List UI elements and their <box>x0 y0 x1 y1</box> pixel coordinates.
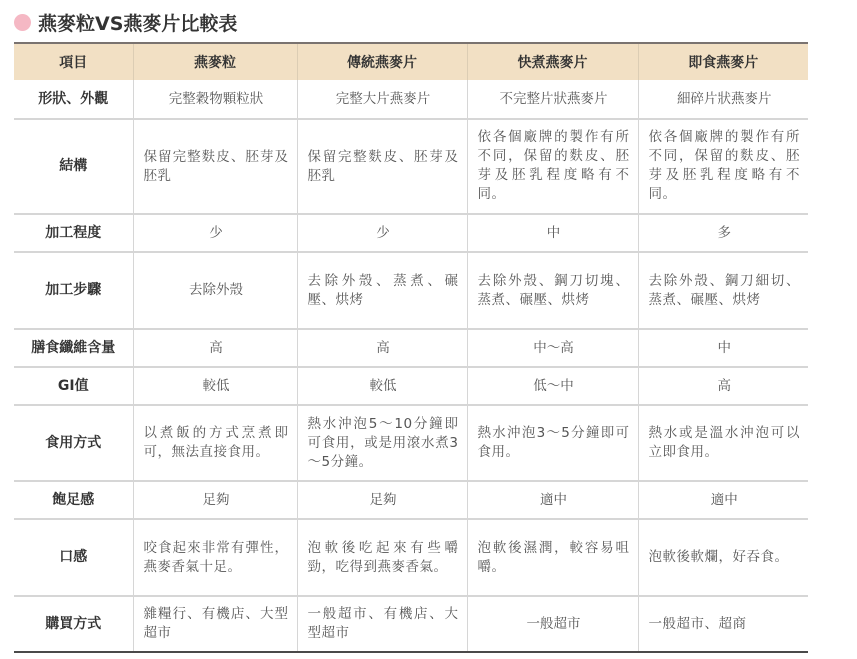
table-cell: 一般超市、有機店、大型超市 <box>297 596 467 652</box>
table-cell: 足夠 <box>133 481 297 519</box>
header-row <box>14 43 808 80</box>
table-cell: 依各個廠牌的製作有所不同，保留的麩皮、胚芽及胚乳程度略有不同。 <box>638 119 808 214</box>
table-cell: 熱水或是溫水沖泡可以立即食用。 <box>638 405 808 481</box>
header-oat-groats: 燕麥粒 <box>133 43 297 80</box>
row-label: 結構 <box>14 119 133 214</box>
table-cell: 較低 <box>297 367 467 405</box>
table-cell: 較低 <box>133 367 297 405</box>
table-cell: 以煮飯的方式烹煮即可，無法直接食用。 <box>133 405 297 481</box>
table-cell: 高 <box>297 329 467 367</box>
table-cell: 保留完整麩皮、胚芽及胚乳 <box>133 119 297 214</box>
table-row-texture <box>14 519 808 596</box>
table-row-satiety <box>14 481 808 519</box>
table-row-where-to-buy <box>14 596 808 652</box>
table-cell: 足夠 <box>297 481 467 519</box>
row-label: 加工步驟 <box>14 252 133 329</box>
table-cell: 多 <box>638 214 808 252</box>
table-cell: 少 <box>297 214 467 252</box>
row-label: 膳食纖維含量 <box>14 329 133 367</box>
table-cell: 高 <box>133 329 297 367</box>
table-cell: 一般超市 <box>467 596 638 652</box>
table-cell: 去除外殼、蒸煮、碾壓、烘烤 <box>297 252 467 329</box>
row-label: 購買方式 <box>14 596 133 652</box>
table-cell: 細碎片狀燕麥片 <box>638 80 808 119</box>
table-cell: 中～高 <box>467 329 638 367</box>
table-cell: 少 <box>133 214 297 252</box>
table-row-processing-level <box>14 214 808 252</box>
table-row-how-to-eat <box>14 405 808 481</box>
table-cell: 雜糧行、有機店、大型超市 <box>133 596 297 652</box>
table-cell: 咬食起來非常有彈性，燕麥香氣十足。 <box>133 519 297 596</box>
header-rolled-oats: 傳統燕麥片 <box>297 43 467 80</box>
row-label: 食用方式 <box>14 405 133 481</box>
row-label: GI值 <box>14 367 133 405</box>
table-cell: 完整大片燕麥片 <box>297 80 467 119</box>
table-cell: 熱水沖泡5～10分鐘即可食用，或是用滾水煮3～5分鐘。 <box>297 405 467 481</box>
table-cell: 依各個廠牌的製作有所不同，保留的麩皮、胚芽及胚乳程度略有不同。 <box>467 119 638 214</box>
table-row-processing-steps <box>14 252 808 329</box>
row-label: 加工程度 <box>14 214 133 252</box>
comparison-table <box>14 42 808 653</box>
bullet-dot-icon <box>14 14 31 31</box>
table-cell: 高 <box>638 367 808 405</box>
table-cell: 適中 <box>638 481 808 519</box>
row-label: 飽足感 <box>14 481 133 519</box>
row-label: 口感 <box>14 519 133 596</box>
table-cell: 中 <box>638 329 808 367</box>
table-cell: 去除外殼、鋼刀細切、蒸煮、碾壓、烘烤 <box>638 252 808 329</box>
table-cell: 去除外殼 <box>133 252 297 329</box>
row-label: 形狀、外觀 <box>38 90 109 107</box>
table-cell: 一般超市、超商 <box>638 596 808 652</box>
table-cell: 泡軟後吃起來有些嚼勁，吃得到燕麥香氣。 <box>297 519 467 596</box>
table-row-fiber <box>14 329 808 367</box>
header-quick-oats: 快煮燕麥片 <box>467 43 638 80</box>
table-cell: 熱水沖泡3～5分鐘即可食用。 <box>467 405 638 481</box>
page-title: 燕麥粒VS燕麥片比較表 <box>38 12 238 35</box>
header-instant-oats: 即食燕麥片 <box>638 43 808 80</box>
table-cell: 去除外殼、鋼刀切塊、蒸煮、碾壓、烘烤 <box>467 252 638 329</box>
table-cell: 不完整片狀燕麥片 <box>467 80 638 119</box>
table-cell: 完整穀物顆粒狀 <box>133 80 297 119</box>
table-cell: 低～中 <box>467 367 638 405</box>
table-row-structure <box>14 119 808 214</box>
page-title-bar <box>14 8 237 36</box>
table-cell: 保留完整麩皮、胚芽及胚乳 <box>297 119 467 214</box>
table-cell: 適中 <box>467 481 638 519</box>
table-cell: 泡軟後濕潤，較容易咀嚼。 <box>467 519 638 596</box>
table-row-shape <box>14 80 808 119</box>
table-cell: 中 <box>467 214 638 252</box>
table-row-gi <box>14 367 808 405</box>
header-item: 項目 <box>14 43 133 80</box>
table-cell: 泡軟後軟爛，好吞食。 <box>638 519 808 596</box>
